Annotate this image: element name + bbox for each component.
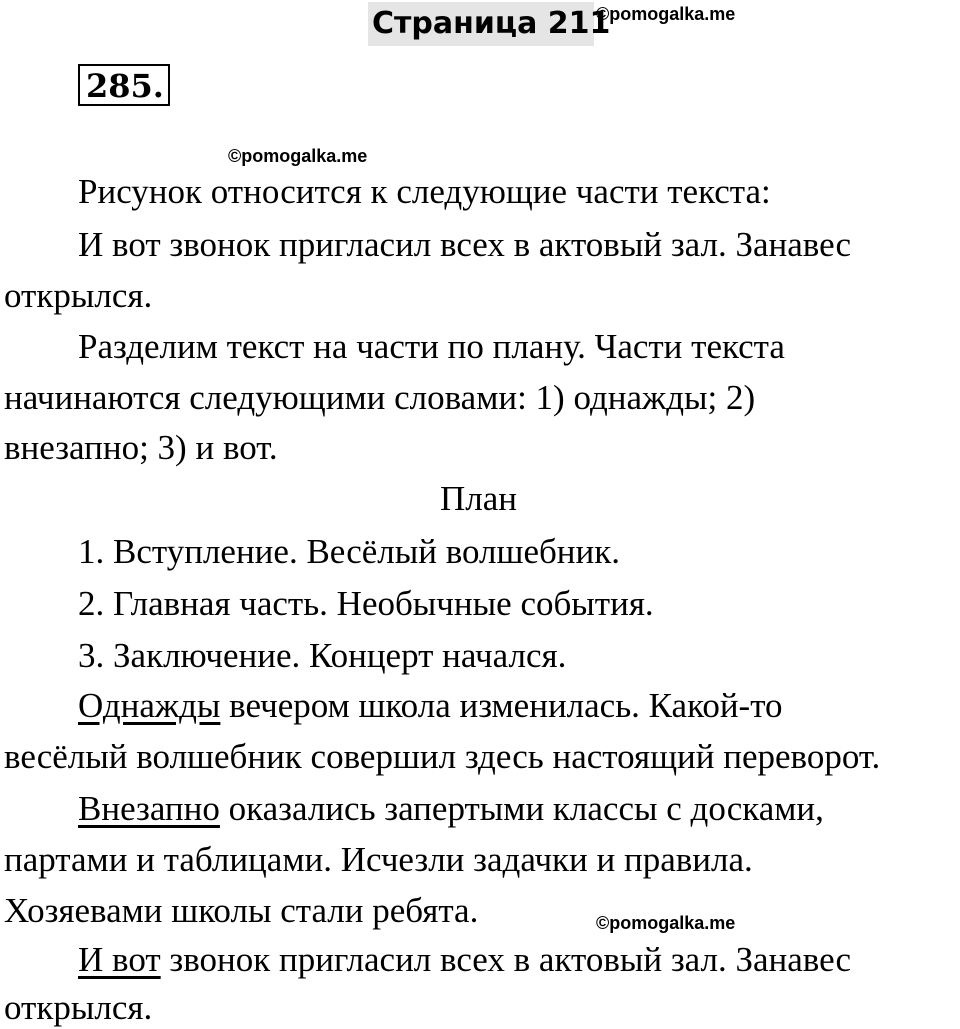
excerpt-line-2: открылся.	[4, 276, 153, 315]
plan-item-2: 2. Главная часть. Необычные события.	[78, 584, 654, 623]
plan-item-3: 3. Заключение. Концерт начался.	[78, 636, 567, 675]
paragraph-2-line-2: партами и таблицами. Исчезли задачки и правила.	[4, 840, 753, 879]
intro-line: Рисунок относится к следующие части текста:	[78, 172, 771, 211]
task-number: 285.	[86, 67, 164, 105]
key-word-i-vot: И вот	[78, 940, 161, 979]
key-word-odnazhdy: Однажды	[78, 686, 221, 725]
page-title: Страница 211	[372, 6, 611, 41]
paragraph-3-line-1	[78, 940, 851, 980]
paragraph-1-line-2: весёлый волшебник совершил здесь настоящий переворот.	[4, 737, 881, 776]
division-line-2: начинаются следующими словами: 1) однажды; 2)	[4, 378, 756, 417]
excerpt-line-1: И вот звонок пригласил всех в актовый зал. Занавес	[78, 225, 852, 264]
watermark-top: ©pomogalka.me	[596, 4, 736, 24]
paragraph-3-line-2: открылся.	[4, 988, 153, 1027]
paragraph-2-line-1	[78, 789, 824, 829]
watermark-bottom: ©pomogalka.me	[596, 913, 736, 933]
paragraph-3-line-1-rest: звонок пригласил всех в актовый зал. Занавес	[160, 940, 852, 979]
watermark-middle: ©pomogalka.me	[228, 146, 368, 166]
plan-title: План	[440, 479, 518, 518]
paragraph-1-line-1	[78, 686, 783, 726]
key-word-vnezapno: Внезапно	[78, 789, 220, 828]
division-line-3: внезапно; 3) и вот.	[4, 428, 278, 467]
plan-item-1: 1. Вступление. Весёлый волшебник.	[78, 532, 621, 571]
paragraph-2-line-3: Хозяевами школы стали ребята.	[4, 891, 479, 930]
division-line-1: Разделим текст на части по плану. Части текста	[78, 327, 785, 366]
paragraph-2-line-1-rest: оказались запертыми классы с досками,	[219, 789, 824, 828]
paragraph-1-line-1-rest: вечером школа изменилась. Какой-то	[220, 686, 783, 725]
